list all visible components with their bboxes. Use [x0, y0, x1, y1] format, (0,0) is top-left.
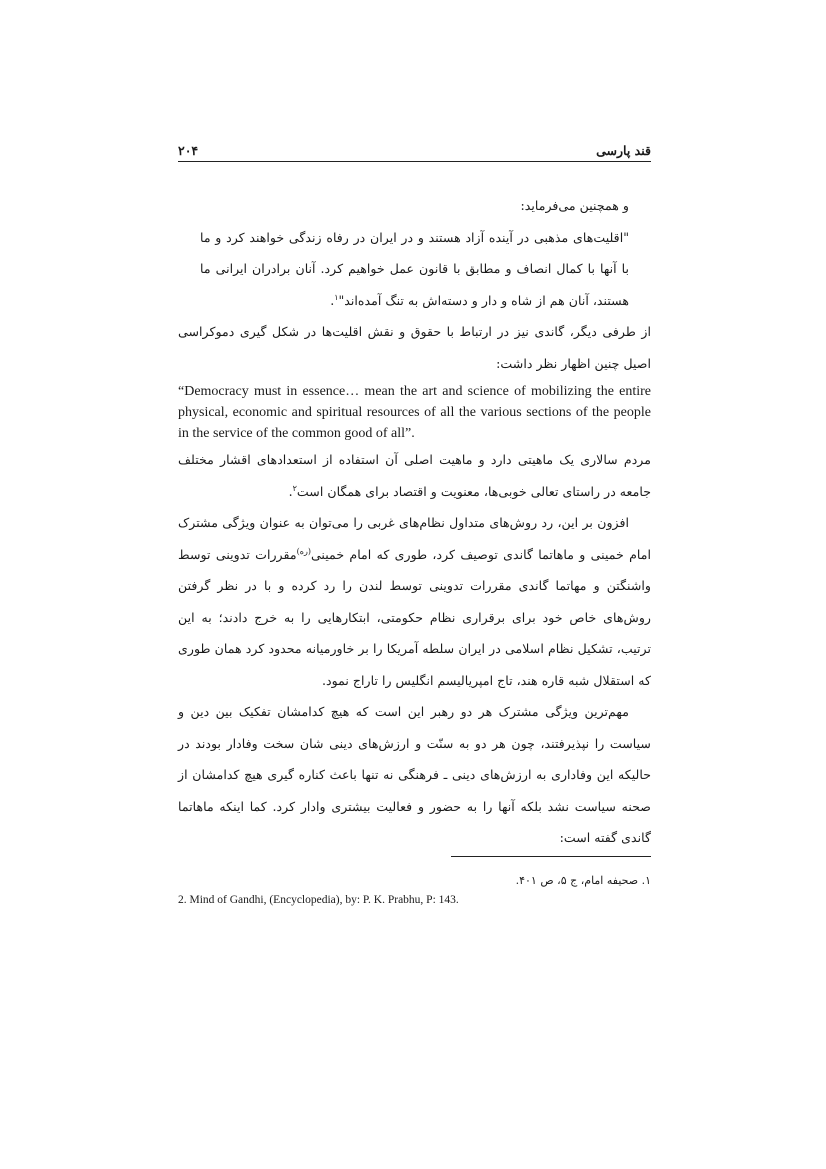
quote-text: "اقلیت‌های مذهبی در آینده آزاد هستند و در ایران در رفاه زندگی خواهند کرد و ما با آنها با کمال انصاف و مطابق با قانون عمل خواهیم کرد. آنان برادران ایرانی ما هستند، آنان هم از شاه و دار و دسته‌اش به تنگ آمده‌اند" [200, 229, 629, 308]
honorific-ref: (ره) [296, 546, 311, 556]
paragraph-common-feature: مهم‌ترین ویژگی مشترک هر دو رهبر این است که هیچ کدامشان تفکیک بین دین و سیاست را نپذیرفتند، چون هر دو به سنّت و ارزش‌های دینی شان سخت وفادار بودند در حالیکه این وفاداری به ارزش‌های دینی ـ فرهنگی نه تنها باعث کناره گیری هیچ کدامشان از صحنه سیاست نشد بلکه آنها را به حضور و فعالیت بیشتری وادار کرد. کما اینکه ماهاتما گاندی گفته است: [178, 704, 651, 845]
footnote-ref-1: ۱ [334, 292, 339, 302]
paragraph-gandhi-intro: از طرفی دیگر، گاندی نیز در ارتباط با حقوق و نقش اقلیت‌ها در شکل گیری دموکراسی اصیل چنین اظهار نظر داشت: [178, 324, 651, 371]
paragraph-khomeini-quote: "اقلیت‌های مذهبی در آینده آزاد هستند و در ایران در رفاه زندگی خواهند کرد و ما با آنها با کمال انصاف و مطابق با قانون عمل خواهیم کرد. آنان برادران ایرانی ما هستند، آنان هم از شاه و دار و دسته‌اش به تنگ آمده‌اند"$^۱$. [200, 229, 629, 308]
page-body [178, 190, 651, 854]
footnote-2: 2. Mind of Gandhi, (Encyclopedia), by: P. K. Prabhu, P: 143. [178, 894, 459, 906]
paragraph-western-systems: افزون بر این، رد روش‌های متداول نظام‌های غربی را می‌توان به عنوان ویژگی مشترک امام خمینی و ماهاتما گاندی توصیف کرد، طوری که امام خمینی$^{(ره)}$مقررات تدوینی توسط واشنگتن و مهاتما گاندی مقررات تدوینی توسط لندن را رد کرده و با در نظر گرفتن روش‌های خاص خود برای برقراری نظام حکومتی، ابتکارهایی را به خرج دادند؛ به این ترتیب، تشکیل نظام اسلامی در ایران سلطه آمریکا را بر خاورمیانه محدود کرد همان طوری که استقلال شبه قاره هند، تاج امپریالیسم انگلیس را تاراج نمود. [178, 515, 652, 688]
english-quote: “Democracy must in essence… mean the art and science of mobilizing the entire physical, economic and spiritual resources of all the various sections of the people in the service of the common good of all”. [178, 384, 651, 441]
page-number: ۲۰۴ [178, 143, 199, 158]
journal-title: قند پارسی [596, 143, 651, 158]
paragraph-translation: مردم سالاری یک ماهیتی دارد و ماهیت اصلی آن استفاده از استعدادهای اقشار مختلف جامعه در راستای تعالی خوبی‌ها، معنویت و اقتصاد برای همگان است$^۲$. [178, 452, 651, 499]
footnote-divider [451, 856, 651, 857]
footnote-1: ۱. صحیفه امام، ج ۵، ص ۴۰۱. [515, 874, 651, 887]
footnote-ref-2: ۲ [292, 483, 297, 493]
page-header [178, 141, 651, 162]
paragraph-intro: و همچنین می‌فرماید: [520, 198, 629, 213]
